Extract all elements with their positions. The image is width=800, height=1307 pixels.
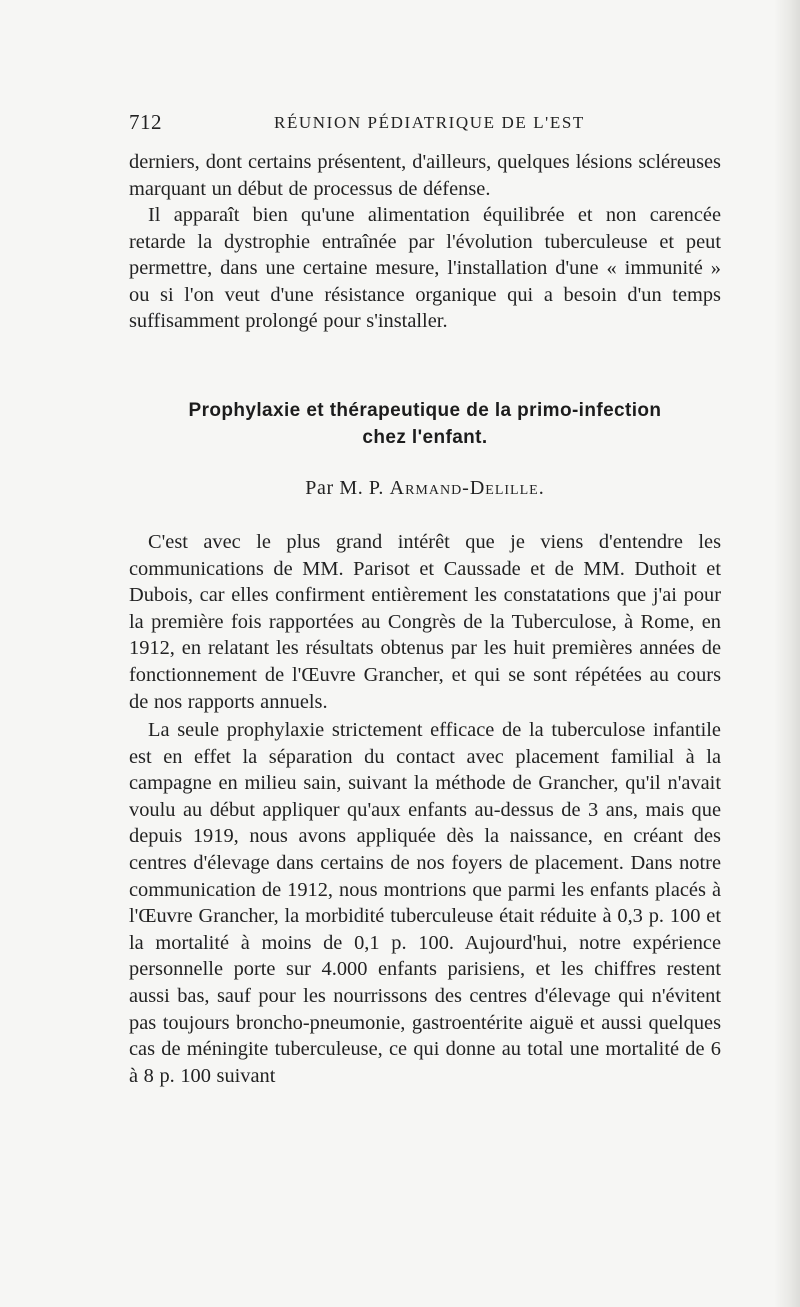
article-paragraph-2: La seule prophylaxie strictement efficace de la tuberculose infantile est en effet la séparation du contact avec placement familial à la campagne en milieu sain, suivant la méthode de Grancher, qu'il n'avait voulu au début appliquer qu'aux enfants au-dessus de 3 ans, mais que depuis 1919, nous avons appliquée dès la naissance, en créant des centres d'élevage dans certains de nos foyers de placement. Dans notre communication de 1912, nous montrions que parmi les enfants placés à l'Œuvre Grancher, la morbidité tuberculeuse était réduite à 0,3 p. 100 et la mortalité à moins de 0,1 p. 100. Aujourd'hui, notre expérience personnelle porte sur 4.000 enfants parisiens, et les chiffres restent aussi bas, sauf pour les nourrissons des centres d'élevage qui n'évitent pas toujours broncho-pneumonie, gastroentérite aiguë et aussi quelques cas de méningite tuberculeuse, ce qui donne au total une mortalité de 6 à 8 p. 100 suivant xyxy=(129,719,721,1087)
article-title-line1: Prophylaxie et thérapeutique de la primo-infection xyxy=(188,400,662,421)
byline-author: Armand-Delille. xyxy=(389,477,545,499)
page-number: 712 xyxy=(129,110,162,134)
byline-prefix: Par M. P. xyxy=(305,477,390,499)
article-title xyxy=(129,397,721,451)
paragraph-immunite: Il apparaît bien qu'une alimentation équilibrée et non carencée retarde la dystrophie entraînée par l'évolution tuberculeuse et peut permettre, dans une certaine mesure, l'installation d'une « immunité » ou si l'on veut d'une résistance organique qui a besoin d'un temps suffisamment prolongé pour s'installer. xyxy=(129,204,721,333)
article-title-line2: chez l'enfant. xyxy=(362,427,488,448)
article-byline xyxy=(129,477,721,500)
paragraph-continued: derniers, dont certains présentent, d'ailleurs, quelques lésions scléreuses marquant un début de processus de défense. xyxy=(129,151,721,200)
article-paragraph-1: C'est avec le plus grand intérêt que je viens d'entendre les communications de MM. Parisot et Caussade et de MM. Duthoit et Dubois, car elles confirment entièrement les constatations que j'ai pour la première fois rapportées au Congrès de la Tuberculose, à Rome, en 1912, en relatant les résultats obtenus par les huit premières années de fonctionnement de l'Œuvre Grancher, et qui se sont répétées au cours de nos rapports annuels. xyxy=(129,531,721,713)
page-edge-shadow xyxy=(774,0,800,1307)
running-head xyxy=(129,110,721,138)
running-title: RÉUNION PÉDIATRIQUE DE L'EST xyxy=(274,113,585,132)
